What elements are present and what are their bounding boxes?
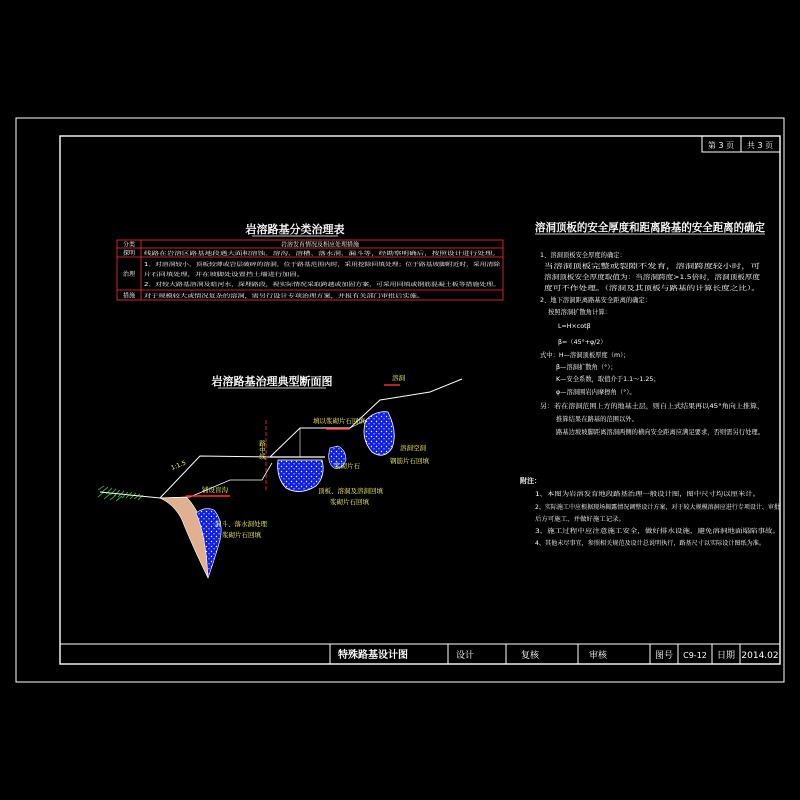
label-grout: 浆砌片石 (334, 462, 360, 470)
label-right-cave: 溶洞空洞 (400, 444, 426, 452)
right-panel-line: β=（45°+φ/2） (558, 339, 607, 346)
notes-title: 附注： (520, 477, 541, 485)
table-row-text: 对于规模较大或情况复杂的溶洞，需另行设计专项治理方案，并报有关部门审批后实施。 (144, 293, 347, 300)
right-panel-line: 另：若在溶洞范围上方的地基土层，则自上式结果再以45°角向上推算， (540, 403, 741, 410)
drawing-no-label: 图号 (654, 651, 674, 661)
sheet-total-label: 共 3 页 (746, 141, 774, 150)
right-panel-line: 当溶洞顶板完整或裂隙不发育，溶洞跨度较小时，可 (544, 263, 689, 270)
table-row-text: 1、对溶洞较小、顶板较薄或岩层破碎的溶洞，位于路基范围内时，采用挖除回填处理；位于路基坡脚附近时，采用清除 (144, 262, 418, 268)
label-left-1: 漏斗、落水洞处理 (215, 520, 267, 528)
drawing-name: 特殊路基设计图 (338, 650, 408, 661)
table-row-category: 探明 (122, 250, 136, 257)
label-cave-top: 溶洞 (392, 374, 405, 382)
right-panel-line: 度可不作处理。（溶洞及其顶板与路基的计算长度之比）。 (544, 285, 702, 292)
note-line: 4、其他未尽事宜，参照相关规范及设计总说明执行，路基尺寸以实际设计图纸为准。 (535, 540, 765, 547)
right-panel-line: β—溶洞扩散角（°）； (556, 364, 617, 371)
label-under-1: 顶板、溶洞及溶洞回填 (318, 487, 383, 495)
note-line: 后方可施工，并做好施工记录。 (535, 516, 621, 523)
right-panel-text (540, 250, 764, 436)
right-panel-line: 2、地下溶洞距离路基安全距离的确定： (540, 297, 652, 304)
upper-cave (364, 412, 394, 456)
table-title: 岩溶路基分类治理表 (245, 223, 345, 236)
right-panel-line: K—安全系数，取值介于1.1～1.25； (556, 376, 660, 383)
right-panel-line: L=H×cotβ (558, 323, 591, 330)
table-row-text: 线路在岩溶区路基地段遇大面积溶蚀、溶沟、溶槽、落水洞、漏斗等，经勘察明确后，按照设计进行处理。 (144, 251, 388, 257)
table-row-text: 片石回填处理，并在坡脚处设置挡土墙进行加固。 (144, 272, 259, 278)
sheet-page-label: 第 3 页 (707, 141, 735, 150)
label-right-cave-2: 钢筋片石回填 (390, 457, 429, 465)
right-panel-line: 路基边坡坡脚距离溶洞两侧的横向安全距离应满足要求，否则需另行处理。 (556, 429, 764, 436)
note-line: 1、本图为岩溶发育地段路基治理一般设计图，图中尺寸均以厘米计。 (535, 491, 722, 498)
outer-frame (16, 118, 784, 682)
date-label: 日期 (716, 651, 736, 661)
right-panel-line: 按照溶洞扩散角计算： (548, 309, 611, 316)
right-panel-title: 溶洞顶板的安全厚度和距离路基的安全距离的确定 (535, 221, 777, 234)
inner-frame (60, 136, 783, 664)
label-fill-rubble: 填以浆砌片石回填 (313, 417, 365, 425)
right-panel-line: φ—溶洞围岩内摩擦角（°）。 (556, 389, 636, 396)
road-cave (278, 460, 323, 492)
table-row-category: 治理 (122, 271, 136, 278)
grass-hatch (98, 486, 143, 501)
note-line: 2、实际施工中应根据现场揭露情况调整设计方案，对于较大规模溶洞应进行专项设计、审批 (535, 504, 783, 511)
right-panel-line: 式中：H—溶洞顶板厚度（m）； (540, 352, 630, 359)
label-base-rubble: 铺设盲沟 (202, 486, 228, 494)
approve-label: 审核 (588, 651, 608, 661)
label-slope: 1:1.5 (170, 459, 188, 472)
right-panel-line: 溶洞顶板安全厚度取值为：当溶洞跨度>1.5倍时，溶洞顶板厚度 (544, 274, 724, 281)
label-left-2: 浆砌片石回填 (222, 531, 261, 539)
review-label: 复核 (520, 651, 540, 661)
note-line: 3、施工过程中应注意施工安全，做好排水设施，避免溶洞地面塌陷事故。 (535, 528, 734, 535)
drawing-no: C9-12 (683, 651, 707, 660)
table-row-category: 措施 (122, 292, 136, 300)
table-header-desc: 岩溶发育情况及相应处理措施 (280, 241, 360, 249)
table-header-category: 分类 (122, 241, 136, 249)
table-row-text: 2、对较大路基溶洞及暗河水，深埋路段，视实际情况采取跨越或加固方案，可采用回填或钢筋混凝土板等措施处理。 (144, 282, 412, 288)
label-centerline: 路中线 (258, 440, 266, 460)
right-panel-line: 推算结果在路基的范围以外。 (556, 416, 638, 423)
label-under-2: 浆砌片石回填 (330, 498, 369, 506)
design-label: 设计 (455, 651, 475, 661)
right-panel-line: 1、溶洞顶板安全厚度的确定： (540, 252, 626, 259)
date-value: 2014.02 (741, 651, 779, 661)
treatment-table (117, 240, 503, 300)
section-title: 岩溶路基治理典型断面图 (211, 375, 333, 388)
